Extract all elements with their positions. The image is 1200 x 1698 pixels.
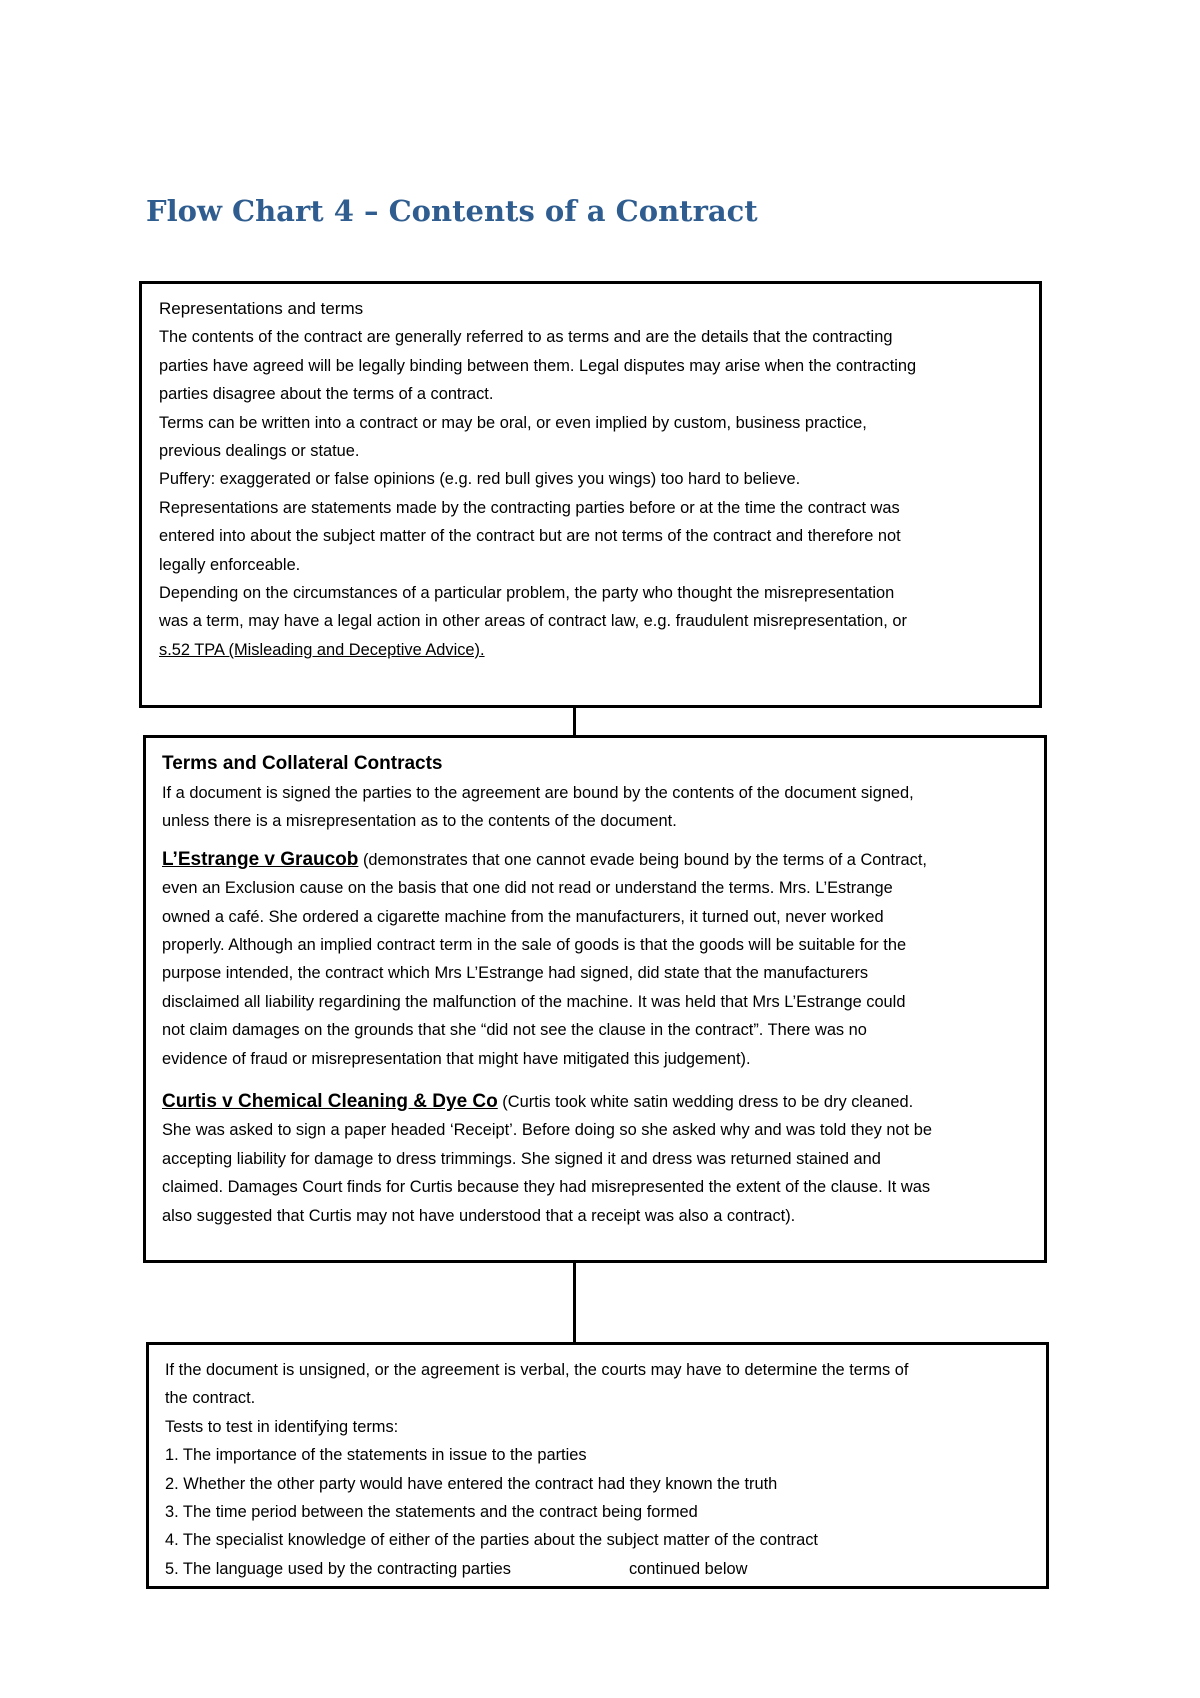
flow-connector — [573, 1263, 576, 1342]
case-first-line — [162, 846, 1044, 874]
text-line: claimed. Damages Court finds for Curtis because they had misrepresented the extent of the clause. It was — [162, 1178, 931, 1197]
identifying-terms-box — [146, 1342, 1049, 1589]
text-line: also suggested that Curtis may not have understood that a receipt was also a contract). — [162, 1206, 796, 1225]
text-line: Representations are statements made by the contracting parties before or at the time the contract was — [159, 498, 900, 517]
statute-reference: s.52 TPA (Misleading and Deceptive Advice). — [159, 640, 485, 659]
test-item: 4. The specialist knowledge of either of the parties about the subject matter of the contract — [165, 1531, 818, 1550]
text-line: was a term, may have a legal action in other areas of contract law, e.g. fraudulent misrepresentation, or — [159, 612, 907, 631]
text-line: The contents of the contract are generally referred to as terms and are the details that the contracting — [159, 328, 893, 347]
text-line — [159, 636, 1039, 664]
text-line: Puffery: exaggerated or false opinions (e.g. red bull gives you wings) too hard to believe. — [159, 470, 801, 489]
case-first-line — [162, 1088, 1044, 1116]
text-line: If a document is signed the parties to the agreement are bound by the contents of the document signed, — [162, 784, 914, 802]
text-line: properly. Although an implied contract term in the sale of goods is that the goods will be suitable for the — [162, 936, 907, 955]
representations-and-terms-box — [139, 281, 1042, 708]
text-line: She was asked to sign a paper headed ‘Receipt’. Before doing so she asked why and was told they not be — [162, 1121, 932, 1140]
text-line: Terms can be written into a contract or may be oral, or even implied by custom, business practice, — [159, 413, 867, 432]
text-line: Tests to test in identifying terms: — [165, 1417, 399, 1436]
text-line: not claim damages on the grounds that she “did not see the clause in the contract”. There was no — [162, 1021, 867, 1040]
text-line: If the document is unsigned, or the agreement is verbal, the courts may have to determine the terms of — [165, 1361, 909, 1379]
test-item: 3. The time period between the statements and the contract being formed — [165, 1503, 698, 1522]
text-line: parties have agreed will be legally binding between them. Legal disputes may arise when the contracting — [159, 356, 917, 375]
text-line: unless there is a misrepresentation as to the contents of the document. — [162, 812, 677, 831]
box-heading: Representations and terms — [159, 299, 364, 318]
text-line: even an Exclusion cause on the basis that one did not read or understand the terms. Mrs. L’Estrange — [162, 879, 893, 898]
text-line: purpose intended, the contract which Mrs L’Estrange had signed, did state that the manufacturers — [162, 964, 869, 983]
text-line: entered into about the subject matter of the contract but are not terms of the contract and therefore not — [159, 527, 901, 546]
text-line: the contract. — [165, 1389, 256, 1408]
test-item-text: 5. The language used by the contracting parties — [165, 1559, 511, 1578]
box-heading: Terms and Collateral Contracts — [162, 753, 443, 774]
case-title: Curtis v Chemical Cleaning & Dye Co — [162, 1091, 498, 1113]
case-text: (demonstrates that one cannot evade being bound by the terms of a Contract, — [358, 850, 927, 869]
terms-and-collateral-contracts-box — [143, 735, 1047, 1263]
text-line: owned a café. She ordered a cigarette machine from the manufacturers, it turned out, never worked — [162, 907, 884, 926]
case-title: L’Estrange v Graucob — [162, 848, 359, 870]
text-line: disclaimed all liability regardining the malfunction of the machine. It was held that Mrs L’Estrange could — [162, 992, 906, 1011]
text-line: Depending on the circumstances of a particular problem, the party who thought the misrepresentation — [159, 584, 895, 603]
page-title: Flow Chart 4 – Contents of a Contract — [146, 194, 758, 228]
test-item: 2. Whether the other party would have entered the contract had they known the truth — [165, 1474, 778, 1493]
text-line: evidence of fraud or misrepresentation that might have mitigated this judgement). — [162, 1049, 751, 1068]
test-item: 1. The importance of the statements in issue to the parties — [165, 1446, 587, 1465]
text-line: previous dealings or statue. — [159, 442, 360, 461]
case-text: (Curtis took white satin wedding dress to be dry cleaned. — [497, 1093, 914, 1112]
text-line: legally enforceable. — [159, 555, 301, 574]
continued-note: continued below — [628, 1559, 748, 1578]
text-line: accepting liability for damage to dress trimmings. She signed it and dress was returned stained and — [162, 1149, 881, 1168]
text-line: parties disagree about the terms of a contract. — [159, 385, 494, 404]
flow-connector — [573, 708, 576, 735]
test-item-last — [165, 1555, 1046, 1583]
